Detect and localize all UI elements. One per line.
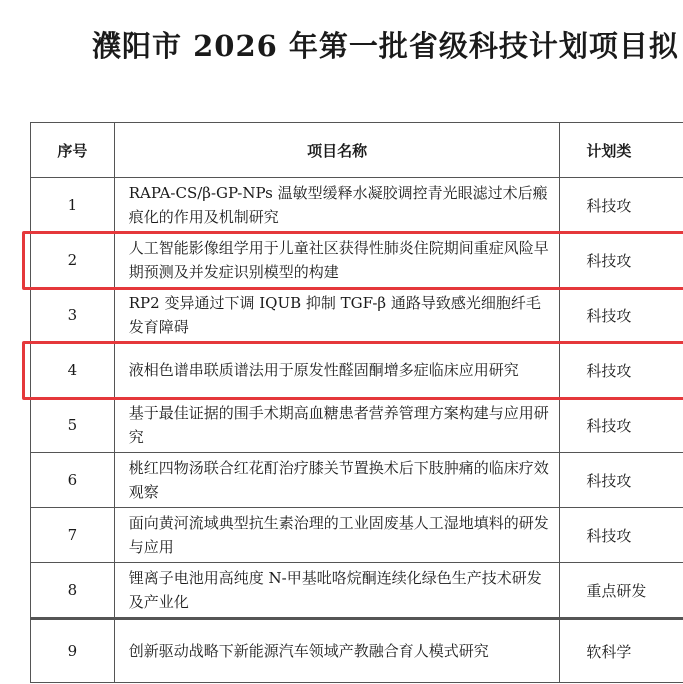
row-plan-type: 软科学: [560, 619, 683, 683]
row-project-name: 液相色谱串联质谱法用于原发性醛固酮增多症临床应用研究: [114, 343, 560, 398]
row-number: 5: [31, 398, 115, 453]
table-header-row: [31, 123, 683, 178]
project-table: [30, 122, 683, 683]
table-row: [31, 563, 683, 619]
project-table-container: [30, 122, 683, 683]
row-highlight-box: [22, 231, 683, 290]
row-number: 6: [31, 453, 115, 508]
table-row: [31, 619, 683, 683]
row-project-name: 桃红四物汤联合红花酊治疗膝关节置换术后下肢肿痛的临床疗效观察: [114, 453, 560, 508]
row-number: 3: [31, 288, 115, 343]
row-number: 8: [31, 563, 115, 619]
row-plan-type: 科技攻: [560, 508, 683, 563]
row-project-name: RAPA-CS/β-GP-NPs 温敏型缓释水凝胶调控青光眼滤过术后瘢痕化的作用及机制研究: [114, 178, 560, 233]
row-highlight-box: [22, 341, 683, 400]
row-project-name: RP2 变异通过下调 IQUB 抑制 TGF-β 通路导致感光细胞纤毛发育障碍: [114, 288, 560, 343]
row-project-name: 人工智能影像组学用于儿童社区获得性肺炎住院期间重症风险早期预测及并发症识别模型的构建: [114, 233, 560, 288]
table-row: [31, 508, 683, 563]
table-row: [31, 178, 683, 233]
row-plan-type: 科技攻: [560, 453, 683, 508]
row-project-name: 创新驱动战略下新能源汽车领域产教融合育人模式研究: [114, 619, 560, 683]
row-number: 1: [31, 178, 115, 233]
row-number: 2: [31, 233, 115, 288]
row-number: 4: [31, 343, 115, 398]
table-row: [31, 288, 683, 343]
table-row: [31, 398, 683, 453]
row-plan-type: 科技攻: [560, 178, 683, 233]
row-project-name: 面向黄河流域典型抗生素治理的工业固废基人工湿地填料的研发与应用: [114, 508, 560, 563]
row-plan-type: 科技攻: [560, 288, 683, 343]
header-number: 序号: [31, 123, 115, 178]
row-number: 9: [31, 619, 115, 683]
table-row: [31, 453, 683, 508]
row-project-name: 基于最佳证据的围手术期高血糖患者营养管理方案构建与应用研究: [114, 398, 560, 453]
row-plan-type: 科技攻: [560, 343, 683, 398]
row-plan-type: 科技攻: [560, 398, 683, 453]
row-project-name: 锂离子电池用高纯度 N-甲基吡咯烷酮连续化绿色生产技术研发及产业化: [114, 563, 560, 619]
document-title: 濮阳市 2026 年第一批省级科技计划项目拟: [92, 29, 679, 63]
row-number: 7: [31, 508, 115, 563]
row-plan-type: 科技攻: [560, 233, 683, 288]
row-plan-type: 重点研发: [560, 563, 683, 619]
header-plan-type: 计划类: [560, 123, 683, 178]
header-project-name: 项目名称: [114, 123, 560, 178]
